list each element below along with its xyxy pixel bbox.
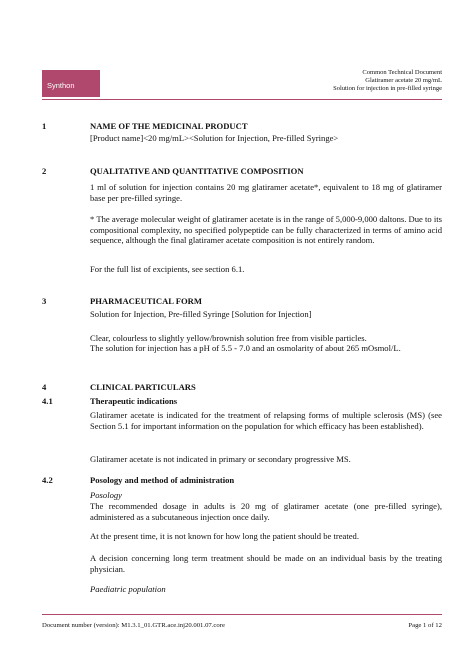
section-1-text: [Product name]<20 mg/mL><Solution for Injection, Pre-filled Syringe> (90, 133, 339, 143)
section-number: 4 (42, 382, 47, 392)
section-4-2-para-2: At the present time, it is not known for how long the patient should be treated. (90, 531, 359, 541)
company-logo: Synthon (42, 70, 100, 97)
section-4-2-para-3: A decision concerning long term treatment should be made on an individual basis by the treating physician. (90, 553, 442, 574)
section-title: NAME OF THE MEDICINAL PRODUCT (90, 121, 248, 131)
section-number: 3 (42, 296, 47, 306)
document-number: Document number (version): M1.3.1_01.GTR.ace.inj20.001.07.core (42, 622, 225, 629)
section-3-para-2a: Clear, colourless to slightly yellow/brownish solution free from visible particles. (90, 333, 367, 343)
section-title: CLINICAL PARTICULARS (90, 382, 196, 392)
section-title: PHARMACEUTICAL FORM (90, 296, 202, 306)
section-2-para-3: For the full list of excipients, see section 6.1. (90, 264, 245, 274)
section-3-para-1: Solution for Injection, Pre-filled Syringe [Solution for Injection] (90, 309, 312, 319)
section-4-1-para-2: Glatiramer acetate is not indicated in primary or secondary progressive MS. (90, 454, 351, 464)
posology-subheading: Posology (90, 490, 122, 500)
section-4-1-para-1: Glatiramer acetate is indicated for the treatment of relapsing forms of multiple sclerosis (MS) (see Section 5.1 for important information on the population for which efficacy has been established). (90, 410, 442, 431)
page-number: Page 1 of 12 (408, 622, 442, 629)
footer-rule (42, 614, 442, 615)
section-number: 4.1 (42, 396, 53, 406)
paediatric-subheading: Paediatric population (90, 584, 166, 594)
document-header (333, 69, 442, 93)
section-2-para-2: * The average molecular weight of glatiramer acetate is in the range of 5,000-9,000 daltons. Due to its compositional complexity, no specified polypeptide can be fully characterized in terms of amino acid sequence, although the final glatiramer acetate composition is not entirely random. (90, 214, 442, 245)
header-line-2: Glatiramer acetate 20 mg/mL (365, 77, 442, 85)
section-title: QUALITATIVE AND QUANTITATIVE COMPOSITION (90, 166, 304, 176)
header-rule (42, 99, 442, 100)
section-number: 1 (42, 121, 47, 131)
section-2-para-1: 1 ml of solution for injection contains 20 mg glatiramer acetate*, equivalent to 18 mg of glatiramer base per pre-filled syringe. (90, 182, 442, 203)
header-line-3: Solution for injection in pre-filled syringe (333, 85, 442, 93)
section-3-para-2b: The solution for injection has a pH of 5.5 - 7.0 and an osmolarity of about 265 mOsmol/L. (90, 343, 401, 353)
section-title: Posology and method of administration (90, 475, 235, 485)
section-title: Therapeutic indications (90, 396, 178, 406)
section-number: 4.2 (42, 475, 53, 485)
section-4-2-para-1: The recommended dosage in adults is 20 mg of glatiramer acetate (one pre-filled syringe), administered as a subcutaneous injection once daily. (90, 501, 442, 522)
section-number: 2 (42, 166, 47, 176)
header-line-1: Common Technical Document (362, 69, 442, 76)
